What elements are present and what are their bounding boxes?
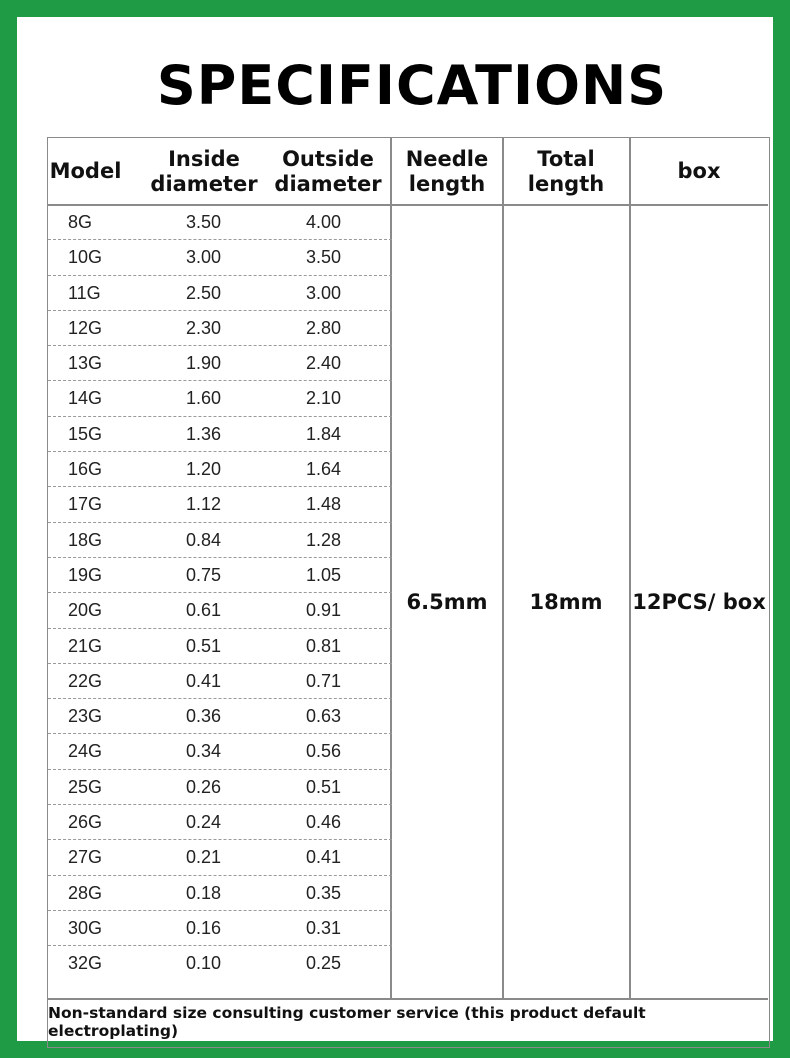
row-inside-diameter: 0.84 (186, 529, 222, 550)
row-model: 12G (68, 317, 103, 338)
row-outside-diameter: 0.31 (306, 917, 342, 938)
row-model: 19G (68, 564, 103, 585)
row-outside-diameter: 2.10 (306, 388, 342, 409)
row-outside-diameter: 0.63 (306, 706, 342, 727)
row-inside-diameter: 0.10 (186, 953, 222, 974)
row-inside-diameter: 1.60 (186, 388, 222, 409)
footer-note: Non-standard size consulting customer service (this product default electroplating) (48, 1004, 646, 1040)
table-row (48, 911, 392, 946)
table-row (48, 699, 392, 734)
row-model: 15G (68, 423, 103, 444)
table-row (48, 487, 392, 522)
row-inside-diameter: 1.36 (186, 423, 222, 444)
row-inside-diameter: 0.26 (186, 776, 222, 797)
row-model: 10G (68, 247, 103, 268)
row-inside-diameter: 0.75 (186, 564, 222, 585)
row-model: 22G (68, 670, 103, 691)
table-row (48, 205, 392, 240)
table-row (48, 664, 392, 699)
spec-table (47, 137, 770, 1048)
header-box: box (677, 159, 721, 183)
row-inside-diameter: 1.12 (186, 494, 222, 515)
row-model: 32G (68, 953, 103, 974)
table-row (48, 523, 392, 558)
row-outside-diameter: 0.51 (306, 776, 342, 797)
table-row (48, 734, 392, 769)
spec-rows (48, 205, 392, 982)
row-inside-diameter: 0.41 (186, 670, 222, 691)
row-outside-diameter: 2.80 (306, 317, 342, 338)
row-inside-diameter: 0.21 (186, 847, 222, 868)
row-outside-diameter: 0.71 (306, 670, 342, 691)
row-outside-diameter: 0.81 (306, 635, 342, 656)
row-inside-diameter: 0.34 (186, 741, 222, 762)
table-row (48, 876, 392, 911)
row-model: 28G (68, 882, 103, 903)
row-model: 17G (68, 494, 103, 515)
row-outside-diameter: 1.05 (306, 564, 342, 585)
table-row (48, 593, 392, 628)
row-outside-diameter: 0.25 (306, 953, 342, 974)
table-row (48, 770, 392, 805)
row-model: 8G (68, 212, 93, 232)
row-inside-diameter: 3.50 (186, 212, 222, 232)
table-row (48, 240, 392, 275)
row-model: 14G (68, 388, 103, 409)
header-inside-diameter: Inside diameter (150, 146, 258, 196)
box-value: 12PCS/ box (632, 589, 766, 614)
row-inside-diameter: 2.30 (186, 317, 222, 338)
table-row (48, 452, 392, 487)
row-model: 16G (68, 459, 103, 480)
table-row (48, 381, 392, 416)
table-row (48, 558, 392, 593)
row-model: 18G (68, 529, 103, 550)
row-inside-diameter: 1.90 (186, 353, 222, 374)
row-model: 23G (68, 706, 103, 727)
row-inside-diameter: 0.18 (186, 882, 222, 903)
header-needle-length: Needle length (405, 146, 489, 196)
table-row (48, 805, 392, 840)
header-outside-diameter: Outside diameter (274, 146, 382, 196)
row-outside-diameter: 3.50 (306, 247, 342, 268)
header-total-length: Total length (527, 146, 605, 196)
row-model: 24G (68, 741, 103, 762)
row-outside-diameter: 2.40 (306, 353, 342, 374)
total-length-value: 18mm (529, 589, 603, 614)
row-inside-diameter: 1.20 (186, 459, 222, 480)
row-inside-diameter: 0.16 (186, 917, 222, 938)
row-inside-diameter: 3.00 (186, 247, 222, 268)
table-row (48, 629, 392, 664)
page-title: SPECIFICATIONS (156, 54, 668, 117)
row-outside-diameter: 0.91 (306, 600, 342, 621)
table-row (48, 417, 392, 452)
row-outside-diameter: 0.35 (306, 882, 342, 903)
table-row (48, 311, 392, 346)
row-outside-diameter: 3.00 (306, 282, 342, 303)
table-row (48, 276, 392, 311)
needle-length-value: 6.5mm (406, 589, 488, 614)
table-row (48, 840, 392, 875)
row-inside-diameter: 0.61 (186, 600, 222, 621)
row-model: 21G (68, 635, 103, 656)
row-model: 26G (68, 812, 103, 833)
row-outside-diameter: 0.46 (306, 812, 342, 833)
row-outside-diameter: 0.41 (306, 847, 342, 868)
row-outside-diameter: 1.84 (306, 423, 342, 444)
row-inside-diameter: 0.51 (186, 635, 222, 656)
row-model: 13G (68, 353, 103, 374)
row-outside-diameter: 1.48 (306, 494, 342, 515)
row-inside-diameter: 2.50 (186, 282, 222, 303)
table-row (48, 346, 392, 381)
row-model: 30G (68, 917, 103, 938)
header-model: Model (49, 159, 122, 183)
row-outside-diameter: 1.28 (306, 529, 342, 550)
table-row (48, 946, 392, 981)
row-inside-diameter: 0.24 (186, 812, 222, 833)
row-outside-diameter: 4.00 (306, 212, 342, 232)
row-outside-diameter: 0.56 (306, 741, 342, 762)
row-model: 27G (68, 847, 103, 868)
row-model: 25G (68, 776, 103, 797)
row-model: 20G (68, 600, 103, 621)
row-model: 11G (68, 282, 101, 303)
row-inside-diameter: 0.36 (186, 706, 222, 727)
row-outside-diameter: 1.64 (306, 459, 342, 480)
